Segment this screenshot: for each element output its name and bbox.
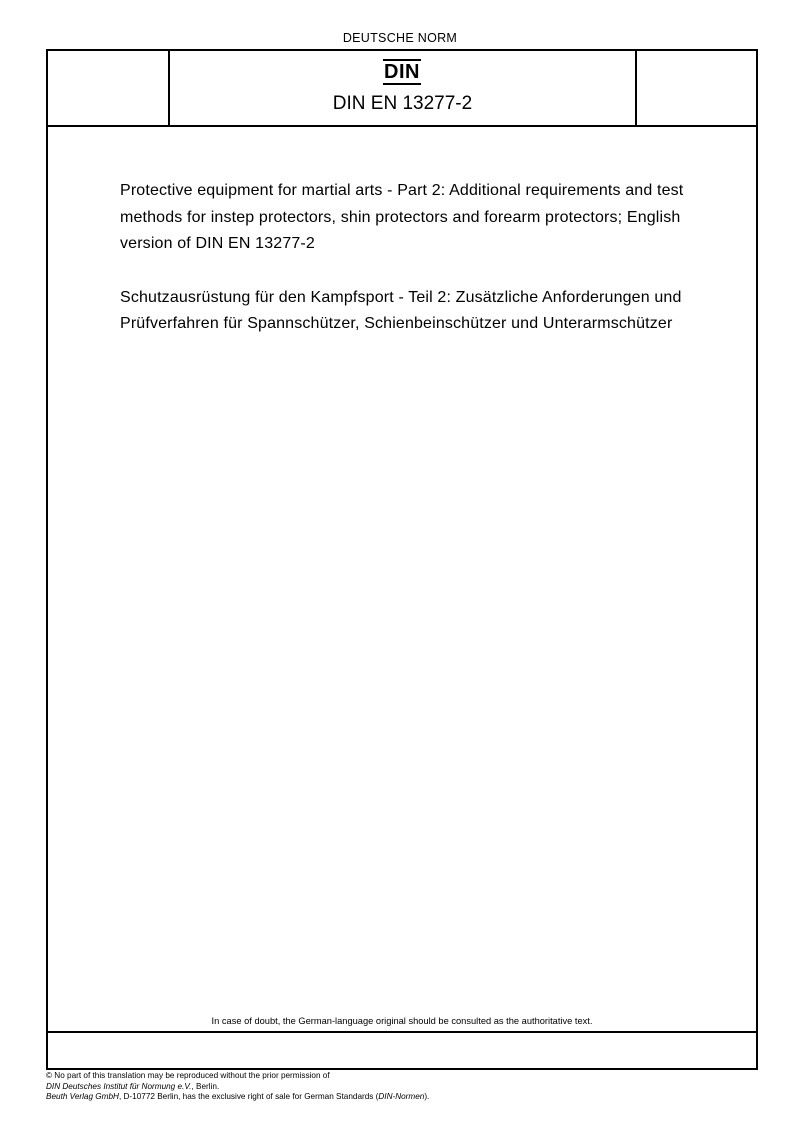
header-row <box>48 51 756 127</box>
copyright-line-2-rest: , Berlin. <box>191 1081 220 1091</box>
copyright-line-3-end: ). <box>424 1092 430 1101</box>
copyright-line-3 <box>46 1092 754 1103</box>
publisher-name: Beuth Verlag GmbH <box>46 1092 119 1101</box>
copyright-line-1: © No part of this translation may be reproduced without the prior permission of <box>46 1071 330 1080</box>
copyright-line-3-mid: , D-10772 Berlin, has the exclusive right of sale for German Standards ( <box>118 1092 379 1101</box>
top-label: DEUTSCHE NORM <box>342 31 458 45</box>
document-number: DIN EN 13277-2 <box>332 93 473 114</box>
copyright-line-2 <box>46 1082 754 1093</box>
document-frame <box>46 49 758 1070</box>
authoritative-text-notice: In case of doubt, the German-language original should be consulted as the authoritative text. <box>211 1016 593 1026</box>
header-divider-right <box>635 51 637 125</box>
din-institute-name: DIN Deutsches Institut für Normung e.V. <box>46 1081 192 1091</box>
din-logo-text: DIN <box>384 61 420 83</box>
english-title: Protective equipment for martial arts - Part 2: Additional requirements and test methods for instep protectors, shin protectors and forearm protectors; English version of DIN EN 13277-2 <box>120 182 684 252</box>
din-normen-label: DIN-Normen <box>378 1092 425 1101</box>
din-logo <box>358 59 446 85</box>
title-block <box>120 178 730 338</box>
german-title: Schutzausrüstung für den Kampfsport - Teil 2: Zusätzliche Anforderungen und Prüfverfahren für Spannschützer, Schienbeinschützer und Unterarmschützer <box>120 288 682 332</box>
copyright-notice <box>46 1071 754 1103</box>
footer-row <box>48 1031 756 1033</box>
din-logo-bottom-rule <box>383 83 421 85</box>
